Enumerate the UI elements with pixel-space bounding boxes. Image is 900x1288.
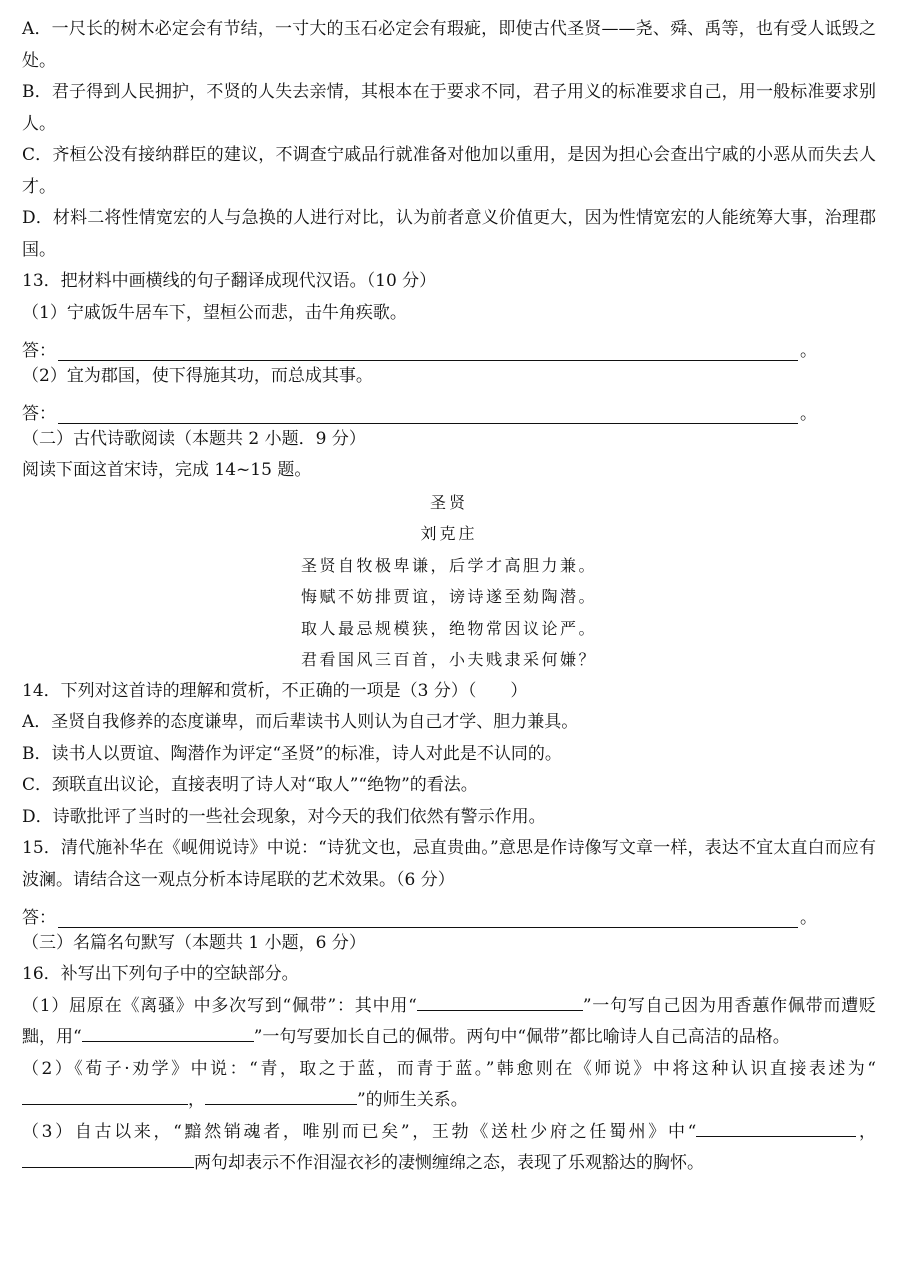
q16-3-text-b: ， [856, 1121, 876, 1142]
q16-1-text-c: ”一句写要加长自己的佩带。两句中“佩带”都比喻诗人自己高洁的品格。 [253, 1027, 790, 1047]
answer-end-mark: 。 [800, 340, 817, 361]
q16-part-1 [22, 991, 876, 1054]
section2-intro: 阅读下面这首宋诗，完成 14~15 题。 [22, 460, 312, 480]
answer-end-mark: 。 [800, 907, 817, 928]
q12-option-d: D．材料二将性情宽宏的人与急换的人进行对比，认为前者意义价值更大，因为性情宽宏的人能统筹大事，治理郡国。 [22, 208, 876, 260]
q13-sentence-1: （1）宁戚饭牛居车下，望桓公而悲，击牛角疾歌。 [22, 302, 407, 323]
q14-option-d: D．诗歌批评了当时的一些社会现象，对今天的我们依然有警示作用。 [22, 806, 546, 827]
poem-line: 悔赋不妨排贾谊，谤诗遂至劾陶潜。 [300, 587, 597, 606]
q14-option-a: A．圣贤自我修养的态度谦卑，而后辈读书人则认为自己才学、胆力兼具。 [22, 712, 579, 732]
q12-option-a: A．一尺长的树木必定会有节结，一寸大的玉石必定会有瑕疵，即使古代圣贤——尧、舜、禹等，也有受人诋毁之处。 [22, 19, 876, 71]
q12-option-c: C．齐桓公没有接纳群臣的建议，不调查宁戚品行就准备对他加以重用，是因为担心会查出宁戚的小恶从而失去人才。 [22, 145, 876, 197]
q14-option-b: B．读书人以贾谊、陶潜作为评定“圣贤”的标准，诗人对此是不认同的。 [22, 743, 562, 764]
q16-2-text-a: （2）《荀子·劝学》中说：“青，取之于蓝，而青于蓝。”韩愈则在《师说》中将这种认识直接表述为“ [22, 1058, 876, 1079]
q15-stem: 15．清代施补华在《岘佣说诗》中说：“诗犹文也，忌直贵曲。”意思是作诗像写文章一样，表达不宜太直白而应有波澜。请结合这一观点分析本诗尾联的艺术效果。（6 分） [22, 838, 876, 890]
fill-blank[interactable] [22, 1086, 188, 1105]
poem-line: 取人最忌规模狭，绝物常因议论严。 [300, 618, 597, 638]
q16-3-text-a: （3）自古以来，“黯然销魂者，唯别而已矣”，王勃《送杜少府之任蜀州》中“ [22, 1121, 697, 1142]
section3-heading: （三）名篇名句默写（本题共 1 小题，6 分） [22, 932, 366, 953]
answer-label: 答： [22, 907, 56, 928]
answer-rule [58, 907, 798, 928]
section2-heading: （二）古代诗歌阅读（本题共 2 小题．9 分） [22, 428, 366, 449]
q13-answer-line-1[interactable] [22, 329, 876, 361]
poem-title: 圣贤 [429, 492, 468, 512]
q13-sentence-2: （2）宜为郡国，使下得施其功，而总成其事。 [22, 365, 373, 386]
answer-label: 答： [22, 340, 56, 361]
fill-blank[interactable] [22, 1149, 194, 1168]
q16-1-text-b: ”一句写自己因为用香蕙作佩带而遭贬黜，用“ [22, 995, 876, 1047]
q13-stem: 13．把材料中画横线的句子翻译成现代汉语。（10 分） [22, 271, 437, 291]
answer-label: 答： [22, 403, 56, 424]
q14-option-c: C．颈联直出议论，直接表明了诗人对“取人”“绝物”的看法。 [22, 775, 478, 795]
poem-line: 君看国风三百首，小夫贱隶采何嫌？ [300, 650, 597, 669]
fill-blank[interactable] [82, 1023, 254, 1042]
q12-option-b: B．君子得到人民拥护，不贤的人失去亲情，其根本在于要求不同，君子用义的标准要求自己，用一般标准要求别人。 [22, 82, 876, 134]
fill-blank[interactable] [205, 1086, 357, 1105]
q16-2-text-b: ， [188, 1090, 205, 1110]
answer-end-mark: 。 [800, 403, 817, 424]
q16-stem: 16．补写出下列句子中的空缺部分。 [22, 964, 299, 984]
q16-part-2 [22, 1054, 876, 1117]
poem-author: 刘克庄 [420, 524, 478, 543]
answer-rule [58, 403, 798, 424]
q16-2-text-c: ”的师生关系。 [357, 1090, 468, 1110]
fill-blank[interactable] [417, 992, 583, 1011]
poem [22, 487, 876, 676]
q16-part-3 [22, 1117, 876, 1180]
fill-blank[interactable] [696, 1118, 856, 1137]
poem-line: 圣贤自牧极卑谦，后学才高胆力兼。 [300, 555, 597, 575]
q16-3-text-c: 两句却表示不作泪湿衣衫的凄恻缠绵之态，表现了乐观豁达的胸怀。 [194, 1153, 704, 1173]
q15-answer-line[interactable] [22, 896, 876, 928]
q13-answer-line-2[interactable] [22, 392, 876, 424]
q16-1-text-a: （1）屈原在《离骚》中多次写到“佩带”：其中用“ [22, 995, 417, 1016]
answer-rule [58, 340, 798, 361]
q14-stem: 14．下列对这首诗的理解和赏析，不正确的一项是（3 分）（ ） [22, 680, 528, 701]
